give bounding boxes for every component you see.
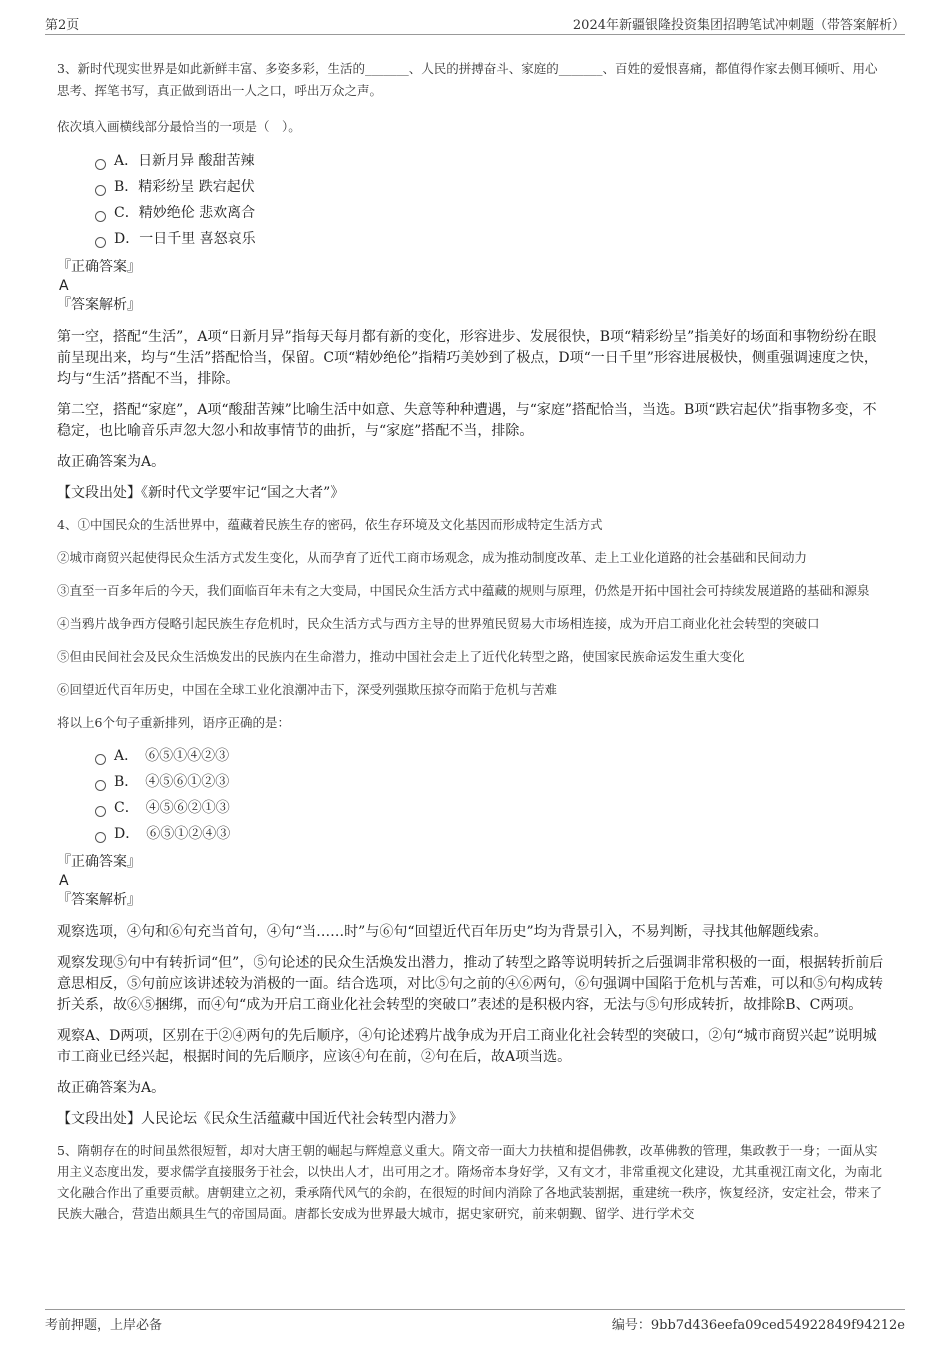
q3-option-b[interactable]: B．精彩纷呈 跌宕起伏	[95, 174, 887, 200]
document-id: 编号：9bb7d436eefa09ced54922849f94212e	[611, 1318, 905, 1333]
q4-sentence-2: ②城市商贸兴起使得民众生活方式发生变化，从而孕育了近代工商市场观念，成为推动制度改革、走上工业化道路的社会基础和民间动力	[57, 550, 808, 565]
q4-analysis-label: 『答案解析』	[57, 892, 141, 908]
q4-sentence-6: ⑥回望近代百年历史，中国在全球工业化浪潮冲击下，深受列强欺压掠夺而陷于危机与苦难	[57, 682, 558, 697]
radio-icon[interactable]	[95, 832, 106, 843]
radio-icon[interactable]	[95, 780, 106, 791]
footer-slogan: 考前押题，上岸必备	[45, 1318, 163, 1333]
q4-sentence-1: 4、①中国民众的生活世界中，蕴藏着民族生存的密码，依生存环境及文化基因而形成特定生活方式	[57, 517, 603, 532]
q3-instruction: 依次填入画横线部分最恰当的一项是（ ）。	[57, 119, 301, 134]
document-title: 2024年新疆银隆投资集团招聘笔试冲刺题（带答案解析）	[572, 18, 905, 33]
q4-analysis-2: 观察发现⑤句中有转折词“但”，⑤句论述的民众生活焕发出潜力，推动了转型之路等说明转折之后强调非常积极的一面，根据转折前后意思相反，⑤句前应该讲述较为消极的一面。结合选项，对比⑤句之前的④⑥两句，⑥句强调中国陷于危机与苦难，可以和⑤句构成转折关系，故⑥⑤捆绑，而④句“成为开启工商业化社会转型的突破口”表述的是积极内容，无法与⑤句形成转折，故排除B、C两项。	[57, 955, 884, 1013]
q3-source: 【文段出处】《新时代文学要牢记“国之大者”》	[57, 485, 345, 501]
radio-icon[interactable]	[95, 159, 106, 170]
q4-option-b[interactable]: B． ④⑤⑥①②③	[95, 769, 887, 795]
q4-option-d[interactable]: D． ⑥⑤①②④③	[95, 821, 887, 847]
radio-icon[interactable]	[95, 211, 106, 222]
page-header	[45, 12, 905, 35]
q3-answer: A	[59, 278, 69, 294]
q3-analysis-label: 『答案解析』	[57, 297, 141, 313]
radio-icon[interactable]	[95, 237, 106, 248]
q4-answer-label: 『正确答案』	[57, 854, 141, 870]
q3-analysis-2: 第二空，搭配“家庭”，A项“酸甜苦辣”比喻生活中如意、失意等种种遭遇，与“家庭”搭配恰当，当选。B项“跌宕起伏”指事物多变，不稳定，也比喻音乐声忽大忽小和故事情节的曲折，与“家庭”搭配不当，排除。	[57, 402, 877, 439]
radio-icon[interactable]	[95, 754, 106, 765]
q4-answer: A	[59, 873, 69, 889]
q3-option-a[interactable]: A．日新月异 酸甜苦辣	[95, 148, 887, 174]
q5-stem: 5、隋朝存在的时间虽然很短暂，却对大唐王朝的崛起与辉煌意义重大。隋文帝一面大力扶植和提倡佛教，改革佛教的管理，集政教于一身；一面从实用主义态度出发，要求儒学直接服务于社会，以快出人才，出可用之才。隋炀帝本身好学，又有文才，非常重视文化建设，尤其重视江南文化，为南北文化融合作出了重要贡献。唐朝建立之初，秉承隋代风气的余韵，在很短的时间内消除了各地武装割据，重建统一秩序，恢复经济，安定社会，带来了民族大融合，营造出颇具生气的帝国局面。唐都长安成为世界最大城市，据史家研究，前来朝觐、留学、进行学术交	[57, 1143, 883, 1221]
q3-conclusion: 故正确答案为A。	[57, 454, 166, 470]
q4-analysis-3: 观察A、D两项，区别在于②④两句的先后顺序，④句论述鸦片战争成为开启工商业化社会转型的突破口，②句“城市商贸兴起”说明城市工商业已经兴起，根据时间的先后顺序，应该④句在前，②句在后，故A项当选。	[57, 1028, 877, 1065]
q4-option-c[interactable]: C． ④⑤⑥②①③	[95, 795, 887, 821]
q4-sentence-5: ⑤但由民间社会及民众生活焕发出的民族内在生命潜力，推动中国社会走上了近代化转型之路，使国家民族命运发生重大变化	[57, 649, 745, 664]
q4-option-a[interactable]: A． ⑥⑤①④②③	[95, 743, 887, 769]
q4-instruction: 将以上6个句子重新排列，语序正确的是：	[57, 715, 290, 730]
q4-conclusion: 故正确答案为A。	[57, 1080, 166, 1096]
page-number: 第2页	[45, 18, 80, 33]
page-footer	[45, 1309, 905, 1334]
document-body	[57, 58, 887, 1224]
q4-sentence-4: ④当鸦片战争西方侵略引起民族生存危机时，民众生活方式与西方主导的世界殖民贸易大市场相连接，成为开启工商业化社会转型的突破口	[57, 616, 820, 631]
radio-icon[interactable]	[95, 185, 106, 196]
radio-icon[interactable]	[95, 806, 106, 817]
q4-analysis-1: 观察选项，④句和⑥句充当首句，④句“当……时”与⑥句“回望近代百年历史”均为背景引入，不易判断，寻找其他解题线索。	[57, 924, 828, 940]
q4-options	[95, 743, 887, 847]
q3-option-d[interactable]: D．一日千里 喜怒哀乐	[95, 226, 887, 252]
q4-sentence-3: ③直至一百多年后的今天，我们面临百年未有之大变局，中国民众生活方式中蕴藏的规则与原理，仍然是开拓中国社会可持续发展道路的基础和源泉	[57, 583, 870, 598]
q3-stem: 3、新时代现实世界是如此新鲜丰富、多姿多彩，生活的_______、人民的拼搏奋斗、家庭的_______、百姓的爱恨喜痛，都值得作家去侧耳倾听、用心思考、挥笔书写，真正做到语出一人之口，呼出万众之声。	[57, 61, 878, 98]
q3-answer-label: 『正确答案』	[57, 259, 141, 275]
q3-options	[95, 148, 887, 252]
q3-analysis-1: 第一空，搭配“生活”，A项“日新月异”指每天每月都有新的变化，形容进步、发展很快，B项“精彩纷呈”指美好的场面和事物纷纷在眼前呈现出来，均与“生活”搭配恰当，保留。C项“精妙绝伦”指精巧美妙到了极点，D项“一日千里”形容进展极快，侧重强调速度之快，均与“生活”搭配不当，排除。	[57, 329, 878, 387]
q4-source: 【文段出处】人民论坛《民众生活蕴藏中国近代社会转型内潜力》	[57, 1111, 463, 1127]
q3-option-c[interactable]: C．精妙绝伦 悲欢离合	[95, 200, 887, 226]
